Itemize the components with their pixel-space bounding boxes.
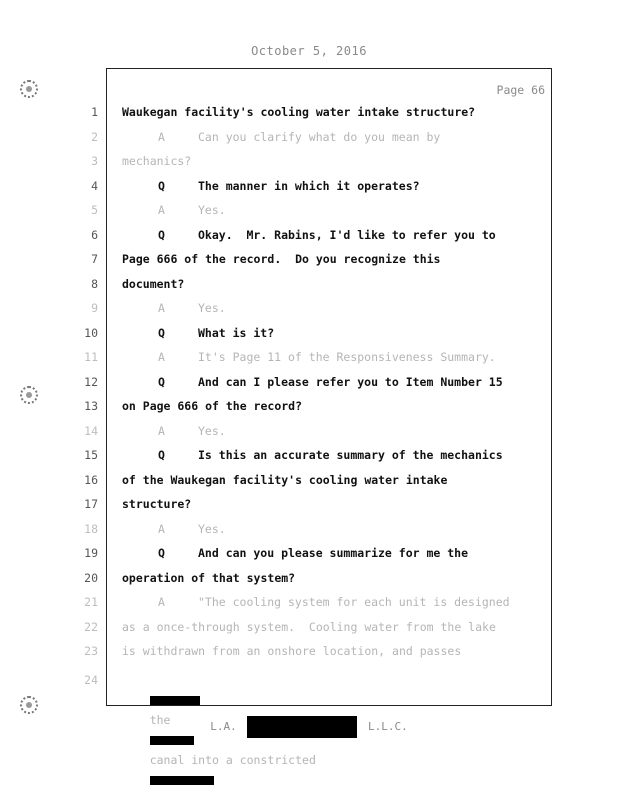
header-date: October 5, 2016 [251,44,367,58]
transcript-line [0,298,618,318]
line-text [122,641,461,661]
transcript-line [0,372,618,392]
line-text [122,151,191,171]
speaker-label: A [158,129,165,144]
speaker-label: A [158,521,165,536]
line-text [158,225,496,245]
line-body: And can you please summarize for me the [198,546,469,560]
line-body: as a once-through system. Cooling water from the lake [122,619,496,634]
line-number: 17 [84,497,98,511]
speaker-label: A [158,423,165,438]
line-number: 14 [84,423,98,438]
line-body: operation of that system? [122,570,296,585]
line-number: 15 [84,448,98,462]
line-body: "The cooling system for each unit is designed [198,595,510,609]
line-body: Page 666 of the record. Do you recognize this [122,252,441,266]
line-body: Can you clarify what do you mean by [198,129,441,144]
line-number: 21 [84,595,98,609]
line-number: 9 [91,301,98,315]
line-text [122,249,441,269]
transcript-line [0,470,618,490]
line-body: is withdrawn from an onshore location, and passes [122,644,462,658]
transcript-line [0,519,618,539]
line-body: Okay. Mr. Rabins, I'd like to refer you to [198,227,496,242]
transcript-line [0,200,618,220]
line-number: 20 [84,570,98,585]
line-body: Waukegan facility's cooling water intake structure? [122,105,476,119]
transcript-line [0,617,618,637]
line-body: on Page 666 of the record? [122,399,303,413]
transcript-line [0,641,618,661]
line-fragment: canal into a constricted [149,753,316,767]
line-body: Yes. [198,203,226,217]
line-number: 22 [84,619,98,634]
transcript-line [0,421,618,441]
line-text [158,347,496,367]
speaker-label: Q [158,178,165,193]
line-body: Yes. [198,521,226,536]
line-text [158,127,440,147]
line-number: 19 [84,546,98,560]
transcript-line [0,176,618,196]
line-number: 23 [84,644,98,658]
line-number: 24 [84,673,98,687]
line-body: document? [122,276,185,291]
transcript-line [0,102,618,122]
speaker-label: A [158,301,165,315]
page-footer [0,716,618,738]
line-number: 5 [91,203,98,217]
speaker-label: Q [158,448,165,462]
line-text [122,670,316,810]
line-number: 10 [84,325,98,340]
line-number: 8 [91,276,98,291]
transcript-line [0,151,618,171]
line-text [122,568,295,588]
transcript-line [0,225,618,245]
redaction-block [150,696,200,705]
line-text [158,543,468,563]
line-number: 11 [84,350,98,364]
line-body: mechanics? [122,154,192,168]
line-text [158,200,226,220]
line-number: 13 [84,399,98,413]
line-text [158,176,420,196]
line-text [158,421,226,441]
line-number: 18 [84,521,98,536]
line-text [122,102,475,122]
transcript-line [0,396,618,416]
line-text [158,445,503,465]
transcript-line [0,543,618,563]
speaker-label: A [158,595,165,609]
transcript-line [0,249,618,269]
footer-right: L.L.C. [368,720,408,733]
speaker-label: A [158,203,165,217]
line-body: It's Page 11 of the Responsiveness Summary. [198,350,496,364]
line-number: 16 [84,472,98,487]
line-number: 12 [84,374,98,389]
transcript-line [0,445,618,465]
transcript-line [0,274,618,294]
line-number: 6 [91,227,98,242]
line-fragment: the [149,713,171,727]
transcript-line [0,323,618,343]
transcript-line [0,568,618,588]
line-text [158,519,226,539]
line-text [158,592,510,612]
line-number: 1 [91,105,98,119]
line-text [158,323,274,343]
line-number: 2 [91,129,98,144]
line-text [122,494,191,514]
line-text [122,470,447,490]
line-body: And can I please refer you to Item Number 15 [198,374,503,389]
footer-left: L.A. [210,720,237,733]
line-number: 7 [91,252,98,266]
punch-hole-mark [20,80,38,98]
transcript-line [0,592,618,612]
line-body: The manner in which it operates? [198,178,420,193]
line-body: What is it? [198,325,275,340]
speaker-label: Q [158,227,165,242]
line-text [122,617,496,637]
line-body: Yes. [198,423,226,438]
speaker-label: Q [158,546,165,560]
speaker-label: Q [158,325,165,340]
redaction-block [247,716,357,738]
transcript-line [0,347,618,367]
line-number: 4 [91,178,98,193]
speaker-label: Q [158,374,165,389]
transcript-line [0,127,618,147]
punch-hole-mark [20,696,38,714]
line-body: of the Waukegan facility's cooling water intake [122,472,448,487]
transcript-line [0,494,618,514]
line-body: Yes. [198,301,226,315]
line-body: structure? [122,497,192,511]
line-text [122,274,184,294]
speaker-label: A [158,350,165,364]
redaction-block [150,776,214,785]
line-text [122,396,302,416]
line-number: 3 [91,154,98,168]
page-label: Page 66 [496,83,545,97]
line-text [158,298,226,318]
line-text [158,372,503,392]
line-body: Is this an accurate summary of the mechanics [198,448,503,462]
